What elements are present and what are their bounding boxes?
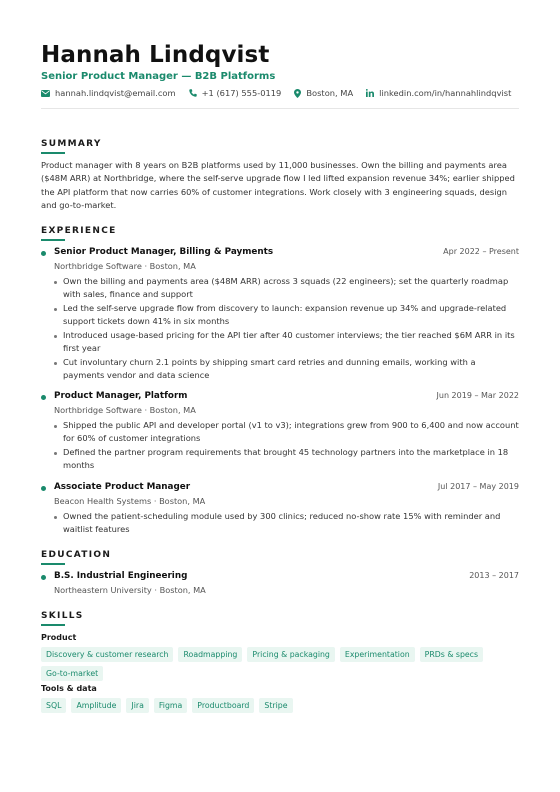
skill-tag: Experimentation: [340, 647, 415, 662]
skill-group-label: Tools & data: [41, 684, 97, 693]
linkedin-icon: [366, 89, 374, 97]
degree-title: B.S. Industrial Engineering: [54, 571, 188, 581]
job-dates: Apr 2022 – Present: [443, 247, 519, 256]
skill-tag: Stripe: [259, 698, 292, 713]
job-bullet: Owned the patient-scheduling module used by 300 clinics; reduced no-show rate 15% with reminder and waitlist features: [41, 510, 519, 537]
contact-location-text: Boston, MA: [306, 88, 354, 98]
job-bullets: [41, 510, 519, 537]
skill-tag: Roadmapping: [178, 647, 242, 662]
skill-tag: Productboard: [192, 698, 254, 713]
skill-tags: [41, 698, 519, 717]
job-bullet: Led the self-serve upgrade flow from discovery to launch: expansion revenue up 34% and upgrade-related support tickets down 41% in six months: [41, 302, 519, 329]
timeline-dot: [41, 395, 46, 400]
candidate-headline: Senior Product Manager — B2B Platforms: [41, 71, 276, 82]
contact-location: [294, 88, 353, 98]
job-bullet: Introduced usage-based pricing for the API tier after 40 customer interviews; the tier reached $6M ARR in its first year: [41, 329, 519, 356]
timeline-dot: [41, 251, 46, 256]
job-bullet: Defined the partner program requirements that brought 45 technology partners into the marketplace in 18 months: [41, 446, 519, 473]
skill-tag: Pricing & packaging: [247, 647, 335, 662]
job-entry: [41, 247, 519, 383]
skill-group-label: Product: [41, 633, 77, 642]
school-name: Northeastern University · Boston, MA: [54, 585, 206, 595]
summary-text: Product manager with 8 years on B2B platforms used by 11,000 businesses. Own the billing and payments area ($48M ARR) at Northbridge, where the self-serve upgrade flow I led lifted expansion revenue 34%; earlier shipped the API platform that now carries 60% of customer integrations. Work closely with 3 engineering squads, design and go-to-market.: [41, 160, 515, 211]
job-title: Senior Product Manager, Billing & Payments: [54, 247, 274, 257]
education-dates: 2013 – 2017: [469, 571, 519, 580]
phone-icon: [189, 89, 197, 97]
skill-tag: Figma: [154, 698, 187, 713]
job-company: Northbridge Software · Boston, MA: [54, 405, 196, 415]
skills-underline: [41, 624, 65, 626]
skill-tag: Amplitude: [71, 698, 121, 713]
job-company: Beacon Health Systems · Boston, MA: [54, 496, 206, 506]
experience-underline: [41, 239, 65, 241]
job-entry: [41, 482, 519, 537]
job-title: Product Manager, Platform: [54, 391, 188, 401]
job-bullets: [41, 275, 519, 382]
timeline-dot: [41, 575, 46, 580]
location-pin-icon: [294, 89, 301, 98]
skill-tag: Go-to-market: [41, 666, 103, 681]
job-dates: Jun 2019 – Mar 2022: [436, 391, 519, 400]
skill-tag: Discovery & customer research: [41, 647, 173, 662]
skill-tag: PRDs & specs: [420, 647, 483, 662]
summary-underline: [41, 152, 65, 154]
skills-heading: SKILLS: [41, 611, 84, 621]
job-bullet: Shipped the public API and developer portal (v1 to v3); integrations grew from 900 to 6,400 and now account for 60% of customer integrations: [41, 419, 519, 446]
contact-bar: [41, 88, 524, 98]
mail-icon: [41, 90, 50, 97]
experience-heading: EXPERIENCE: [41, 226, 117, 236]
skill-tag: SQL: [41, 698, 66, 713]
skill-tag: Jira: [126, 698, 148, 713]
job-title: Associate Product Manager: [54, 482, 191, 492]
job-bullet: Own the billing and payments area ($48M ARR) across 3 squads (22 engineers); set the quarterly roadmap with sales, finance and support: [41, 275, 519, 302]
job-company: Northbridge Software · Boston, MA: [54, 261, 196, 271]
skill-tags: [41, 647, 519, 685]
timeline-dot: [41, 486, 46, 491]
contact-email[interactable]: [41, 88, 176, 98]
job-bullet: Cut involuntary churn 2.1 points by shipping smart card retries and dunning emails, working with a payments vendor and data science: [41, 356, 519, 383]
education-underline: [41, 563, 65, 565]
education-heading: EDUCATION: [41, 550, 112, 560]
contact-phone-text: +1 (617) 555-0119: [201, 88, 282, 98]
header-divider: [41, 108, 519, 109]
job-bullets: [41, 419, 519, 472]
education-entry: [41, 571, 519, 597]
contact-linkedin-text: linkedin.com/in/hannahlindqvist: [379, 88, 512, 98]
job-entry: [41, 391, 519, 473]
contact-email-text: hannah.lindqvist@email.com: [55, 88, 176, 98]
candidate-name: Hannah Lindqvist: [41, 42, 270, 68]
contact-phone[interactable]: [189, 88, 282, 98]
summary-heading: SUMMARY: [41, 139, 102, 149]
job-dates: Jul 2017 – May 2019: [437, 482, 519, 491]
contact-linkedin[interactable]: [366, 88, 511, 98]
